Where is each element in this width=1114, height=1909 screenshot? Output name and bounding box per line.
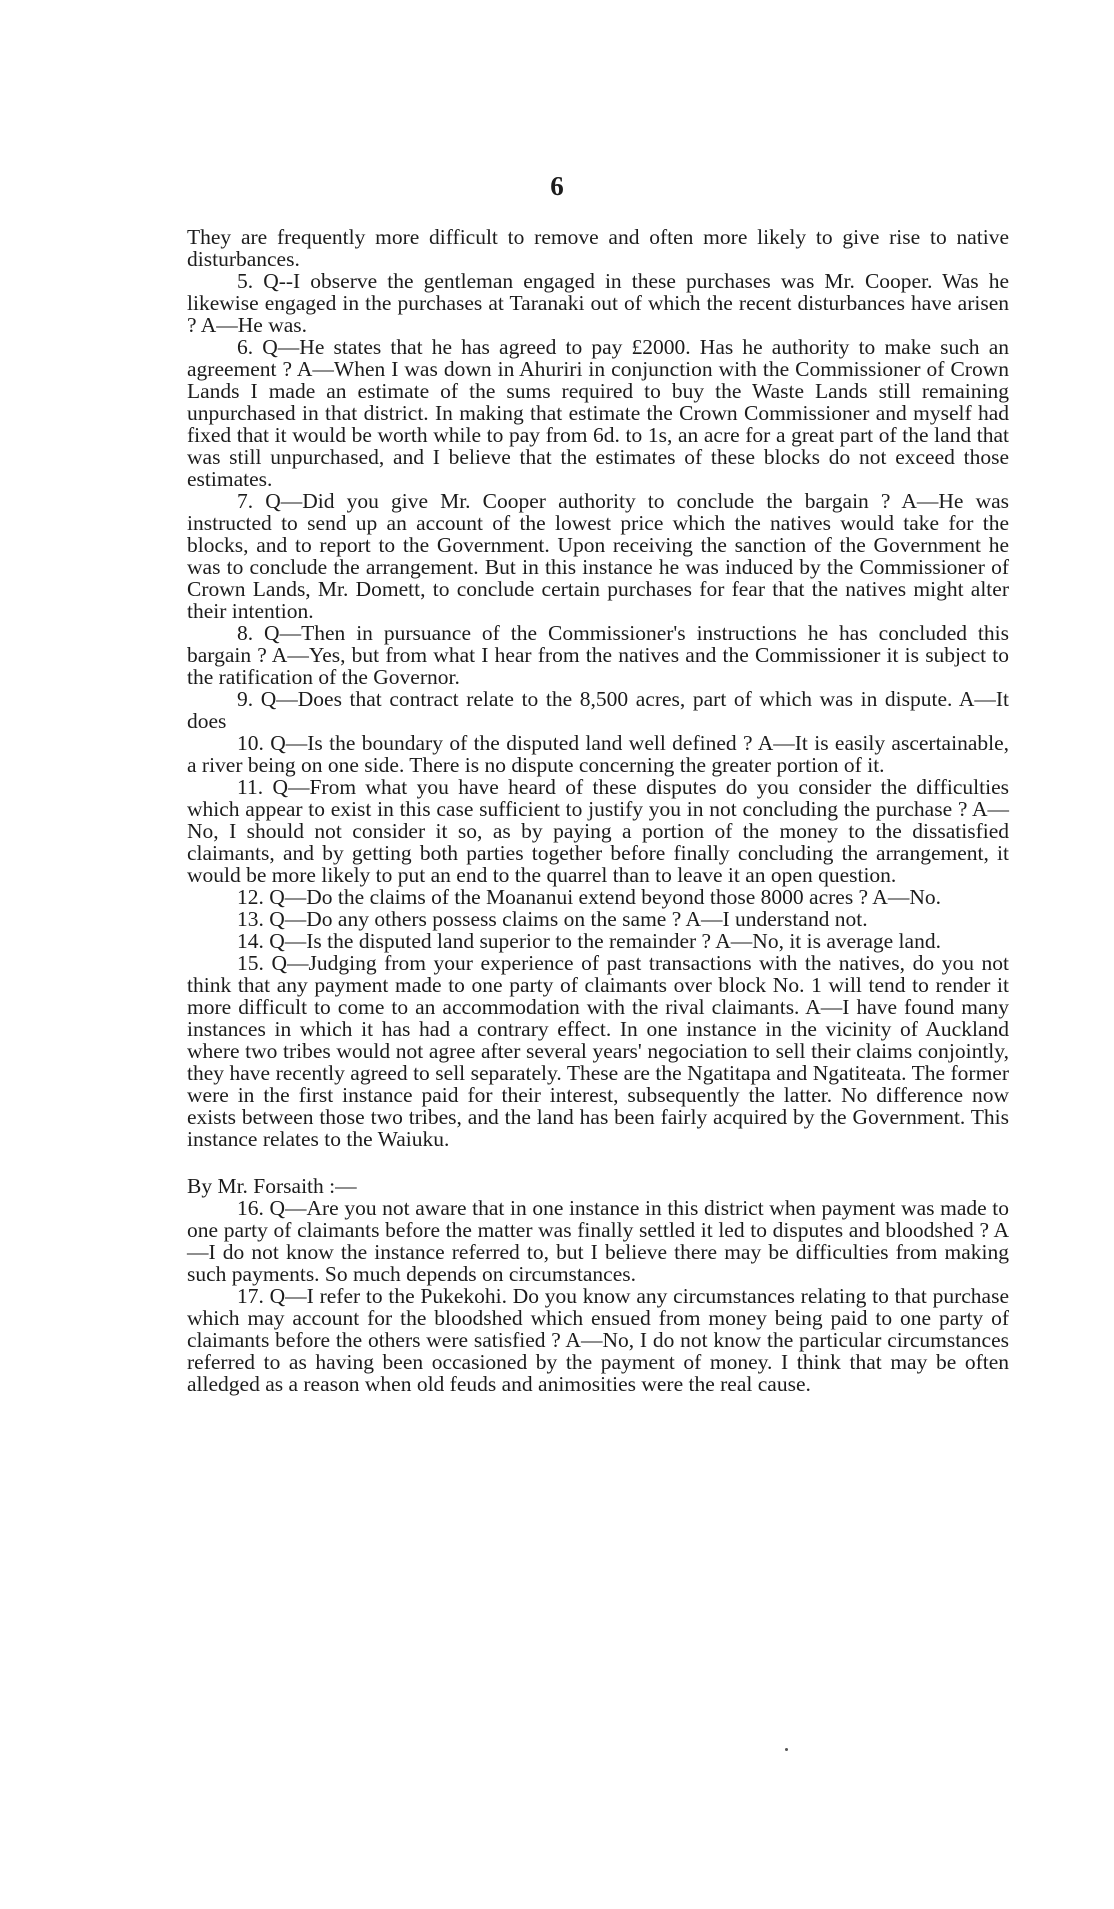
paragraph-continuation: They are frequently more difficult to remove and often more likely to give rise to native disturbances. xyxy=(187,225,1009,271)
question-5: 5. Q--I observe the gentleman engaged in these purchases was Mr. Cooper. Was he likewise engaged in the purchases at Taranaki out of which the recent disturbances have arisen ? A—He was. xyxy=(187,269,1009,337)
question-15: 15. Q—Judging from your experience of past transactions with the natives, do you not think that any payment made to one party of claimants over block No. 1 will tend to render it more difficult to come to an accommodation with the rival claimants. A—I have found many instances in which it has had a contrary effect. In one instance in the vicinity of Auckland where two tribes would not agree after several years' negociation to sell their claims conjointly, they have recently agreed to sell separately. These are the Ngatitapa and Ngatiteata. The former were in the first instance paid for their interest, subsequently the latter. No difference now exists between those two tribes, and the land has been fairly acquired by the Government. This instance relates to the Waiuku. xyxy=(187,951,1009,1151)
question-9: 9. Q—Does that contract relate to the 8,500 acres, part of which was in dispute. A—It does xyxy=(187,687,1009,733)
question-6: 6. Q—He states that he has agreed to pay £2000. Has he authority to make such an agreement ? A—When I was down in Ahuriri in conjunction with the Commissioner of Crown Lands I made an estimate of the sums required to buy the Waste Lands still remaining unpurchased in that district. In making that estimate the Crown Commissioner and myself had fixed that it would be worth while to pay from 6d. to 1s, an acre for a great part of the land that was still unpurchased, and I believe that the estimates of these blocks do not exceed those estimates. xyxy=(187,335,1009,491)
paper-speck xyxy=(785,1748,788,1751)
question-10: 10. Q—Is the boundary of the disputed land well defined ? A—It is easily ascertainable, a river being on one side. There is no dispute concerning the greater portion of it. xyxy=(187,731,1009,777)
question-8: 8. Q—Then in pursuance of the Commissioner's instructions he has concluded this bargain ? A—Yes, but from what I hear from the natives and the Commissioner it is subject to the ratification of the Governor. xyxy=(187,621,1009,689)
question-16: 16. Q—Are you not aware that in one instance in this district when payment was made to one party of claimants before the matter was finally settled it led to disputes and bloodshed ? A—I do not know the instance referred to, but I believe there may be difficulties from making such payments. So much depends on circumstances. xyxy=(187,1196,1009,1286)
question-11: 11. Q—From what you have heard of these disputes do you consider the difficulties which appear to exist in this case sufficient to justify you in not concluding the purchase ? A—No, I should not consider it so, as by paying a portion of the money to the dissatisfied claimants, and by getting both parties together before finally concluding the arrangement, it would be more likely to put an end to the quarrel than to leave it an open question. xyxy=(187,775,1009,887)
examiner-heading: By Mr. Forsaith :— xyxy=(187,1174,357,1198)
body-text xyxy=(187,226,1009,1395)
question-13: 13. Q—Do any others possess claims on the same ? A—I understand not. xyxy=(237,907,868,931)
question-17: 17. Q—I refer to the Pukekohi. Do you know any circumstances relating to that purchase which may account for the bloodshed which ensued from money being paid to one party of claimants before the others were satisfied ? A—No, I do not know the particular circumstances referred to as having been occasioned by the payment of money. I think that may be often alledged as a reason when old feuds and animosities were the real cause. xyxy=(187,1284,1009,1396)
question-12: 12. Q—Do the claims of the Moananui extend beyond those 8000 acres ? A—No. xyxy=(237,885,941,909)
page-number: 6 xyxy=(550,171,564,201)
question-7: 7. Q—Did you give Mr. Cooper authority to conclude the bargain ? A—He was instructed to send up an account of the lowest price which the natives would take for the blocks, and to report to the Government. Upon receiving the sanction of the Government he was to conclude the arrangement. But in this instance he was induced by the Commissioner of Crown Lands, Mr. Domett, to conclude certain purchases for fear that the natives might alter their intention. xyxy=(187,489,1009,623)
question-14: 14. Q—Is the disputed land superior to the remainder ? A—No, it is average land. xyxy=(237,929,941,953)
